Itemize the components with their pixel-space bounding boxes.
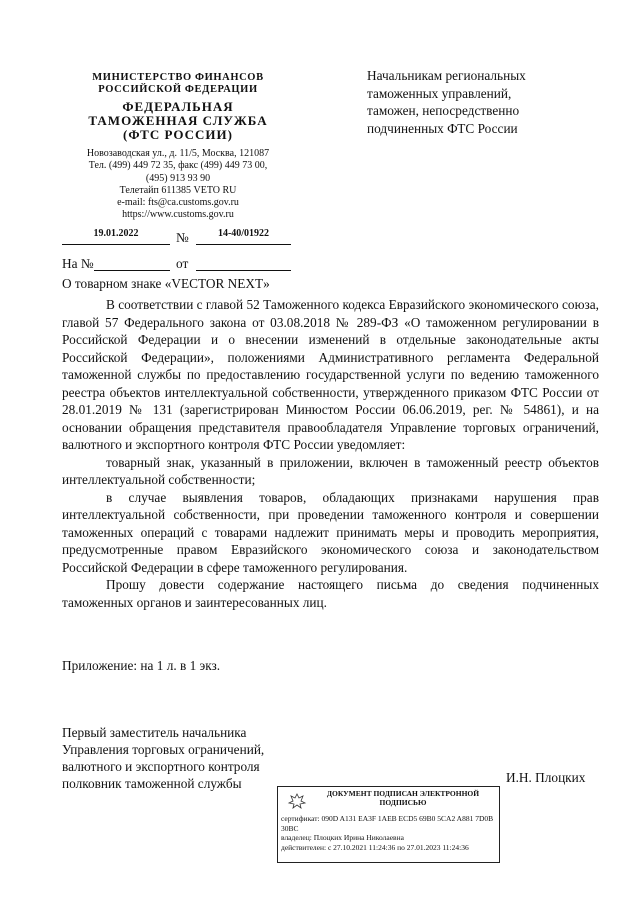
ministry-line-1: МИНИСТЕРСТВО ФИНАНСОВ bbox=[92, 72, 264, 83]
number-underline bbox=[196, 244, 291, 245]
addressee-line-1: Начальникам региональных bbox=[367, 68, 526, 83]
body-paragraph-3: в случае выявления товаров, обладающих признаками нарушения прав интеллектуальной собственности, при проведении таможенного контроля и совершении таможенных операций с товарами надлежит принимать меры и проводить мероприятия, предусмотренные правом Евразийского экономического союза и законодательством Российской Федерации в сфере таможенного регулирования. bbox=[62, 489, 599, 575]
signer-position bbox=[62, 724, 264, 792]
agency-name bbox=[62, 100, 294, 142]
e-signature-stamp bbox=[277, 786, 500, 863]
reference-date-underline bbox=[196, 270, 291, 271]
addressee bbox=[367, 67, 607, 137]
signer-line-2: Управления торговых ограничений, bbox=[62, 742, 265, 757]
address-line-3: (495) 913 93 90 bbox=[145, 172, 211, 184]
address-line-1: Новозаводская ул., д. 11/5, Москва, 121087 bbox=[86, 148, 270, 159]
emblem-icon bbox=[286, 792, 308, 810]
stamp-validity: действителен: с 27.10.2021 11:24:36 по 27.01.2023 11:24:36 bbox=[281, 842, 469, 852]
body-paragraph-2: товарный знак, указанный в приложении, включен в таможенный реестр объектов интеллектуальной собственности; bbox=[62, 454, 599, 487]
registration-number: 14-40/01922 bbox=[217, 228, 270, 239]
agency-line-2: ТАМОЖЕННАЯ СЛУЖБА bbox=[88, 113, 268, 128]
addressee-line-4: подчиненных ФТС России bbox=[367, 120, 518, 136]
agency-line-3: (ФТС РОССИИ) bbox=[123, 127, 233, 142]
registration-date: 19.01.2022 bbox=[93, 228, 139, 239]
number-sign: № bbox=[176, 230, 189, 245]
letter-body bbox=[62, 296, 599, 611]
ministry-line-2: РОССИЙСКОЙ ФЕДЕРАЦИИ bbox=[98, 84, 258, 95]
stamp-certificate: сертификат: 090D A131 EA3F 1AEB ECD5 69B0 5CA2 A881 7D0B 30BC bbox=[281, 814, 494, 833]
email: e-mail: fts@ca.customs.gov.ru bbox=[117, 197, 239, 209]
website: https://www.customs.gov.ru bbox=[122, 209, 234, 221]
date-underline bbox=[62, 244, 170, 245]
signer-line-3: валютного и экспортного контроля bbox=[62, 759, 260, 774]
body-paragraph-4: Прошу довести содержание настоящего письма до сведения подчиненных таможенных органов и заинтересованных лиц. bbox=[62, 577, 599, 610]
stamp-owner: владелец: Плоцких Ирина Николаевна bbox=[281, 833, 404, 842]
signer-line-4: полковник таможенной службы bbox=[62, 776, 242, 791]
ministry-name bbox=[62, 72, 294, 96]
signer-line-1: Первый заместитель начальника bbox=[62, 725, 247, 740]
addressee-line-2: таможенных управлений, bbox=[367, 85, 512, 101]
teletype: Телетайп 611385 VETO RU bbox=[119, 184, 237, 196]
agency-line-1: ФЕДЕРАЛЬНАЯ bbox=[122, 99, 234, 114]
body-paragraph-1: В соответствии с главой 52 Таможенного кодекса Евразийского экономического союза, главой 57 Федерального закона от 03.08.2018 № 289-ФЗ «О таможенном регулировании в Российской Федерации и о внесении изменений в отдельные законодательные акты Российской Федерации», положениями Административного регламента Федеральной таможенной службы по предоставлению государственной услуги по ведению таможенного реестра объектов интеллектуальной собственности, утвержденного приказом ФТС России от 28.01.2019 № 131 (зарегистрирован Минюстом России 06.06.2019, рег. № 54861), и на основании обращения представителя правообладателя Управление торговых ограничений, валютного и экспортного контроля ФТС России уведомляет: bbox=[62, 297, 599, 452]
subject: О товарном знаке «VECTOR NEXT» bbox=[62, 276, 270, 291]
appendix-note: Приложение: на 1 л. в 1 экз. bbox=[62, 658, 221, 673]
address-line-2: Тел. (499) 449 72 35, факс (499) 449 73 00, bbox=[88, 160, 268, 172]
addressee-line-3: таможен, непосредственно bbox=[367, 103, 520, 118]
signer-name: И.Н. Плоцких bbox=[506, 770, 586, 785]
reference-label: На № bbox=[62, 256, 94, 271]
reference-underline bbox=[94, 270, 170, 271]
stamp-title: ДОКУМЕНТ ПОДПИСАН ЭЛЕКТРОННОЙ ПОДПИСЬЮ bbox=[326, 789, 480, 807]
agency-contacts bbox=[62, 148, 294, 222]
reference-from-label: от bbox=[176, 256, 189, 271]
